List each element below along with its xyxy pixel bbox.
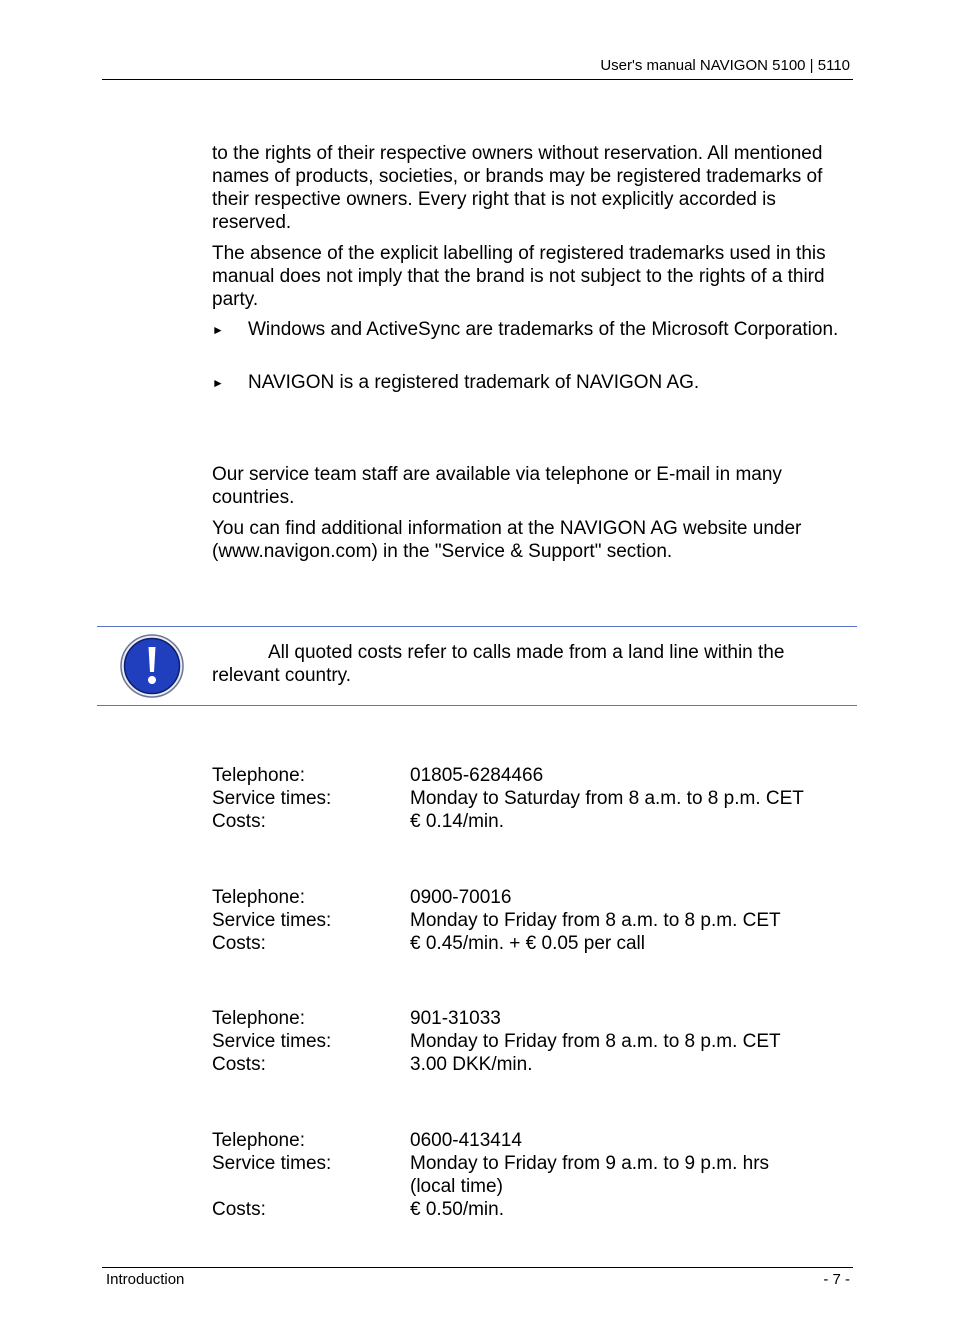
paragraph-trademark-absence: The absence of the explicit labelling of registered trademarks used in this manual does not imply that the brand is not subject to the rights of a third party. [212,243,826,310]
page-number: - 7 - [823,1271,850,1288]
costs-value: € 0.50/min. [410,1199,504,1220]
telephone-label: Telephone: [212,765,305,786]
telephone-number: 0900-70016 [410,887,512,908]
service-times-value: Monday to Saturday from 8 a.m. to 8 p.m. CET [410,788,804,809]
contact-block [212,886,857,955]
bullet-text: Windows and ActiveSync are trademarks of the Microsoft Corporation. [248,319,839,340]
telephone-label: Telephone: [212,1008,305,1029]
service-times-label: Service times: [212,788,332,809]
header-rule [102,79,853,80]
running-header: User's manual NAVIGON 5100 | 5110 [600,57,850,74]
telephone-label: Telephone: [212,1130,305,1151]
costs-label: Costs: [212,811,266,832]
costs-label: Costs: [212,1199,266,1220]
service-times-value: Monday to Friday from 8 a.m. to 8 p.m. CET [410,1031,781,1052]
costs-label: Costs: [212,933,266,954]
telephone-number: 01805-6284466 [410,765,544,786]
service-times-label: Service times: [212,1153,332,1174]
note-text: All quoted costs refer to calls made from a land line within the relevant country. [212,642,785,686]
bullet-arrow-icon: ► [212,323,224,337]
costs-label: Costs: [212,1054,266,1075]
service-times-value: Monday to Friday from 8 a.m. to 8 p.m. CET [410,910,781,931]
telephone-label: Telephone: [212,887,305,908]
paragraph-service-team: Our service team staff are available via telephone or E-mail in many countries. [212,464,782,508]
bullet-item [212,371,857,394]
service-times-label: Service times: [212,910,332,931]
paragraph-trademark-rights: to the rights of their respective owners without reservation. All mentioned names of products, societies, or brands may be registered trademarks of their respective owners. Every right that is not explicitly accorded is reserved. [212,143,823,233]
telephone-number: 901-31033 [410,1008,501,1029]
costs-value: € 0.14/min. [410,811,504,832]
bullet-item [212,318,857,341]
contact-block [212,1007,857,1076]
bullet-text: NAVIGON is a registered trademark of NAVIGON AG. [248,372,700,393]
exclamation-icon [120,634,184,698]
paragraph-website: You can find additional information at the NAVIGON AG website under (www.navigon.com) in the "Service & Support" section. [212,518,802,562]
contact-block [212,1129,857,1221]
costs-value: € 0.45/min. + € 0.05 per call [410,933,646,954]
telephone-number: 0600-413414 [410,1130,522,1151]
service-times-value: Monday to Friday from 9 a.m. to 9 p.m. hrs (local time) [410,1153,770,1197]
costs-value: 3.00 DKK/min. [410,1054,533,1075]
footer-rule [102,1267,853,1268]
contact-block [212,764,857,833]
service-times-label: Service times: [212,1031,332,1052]
note-box [97,626,857,706]
footer-section-name: Introduction [106,1271,185,1288]
bullet-arrow-icon: ► [212,376,224,390]
